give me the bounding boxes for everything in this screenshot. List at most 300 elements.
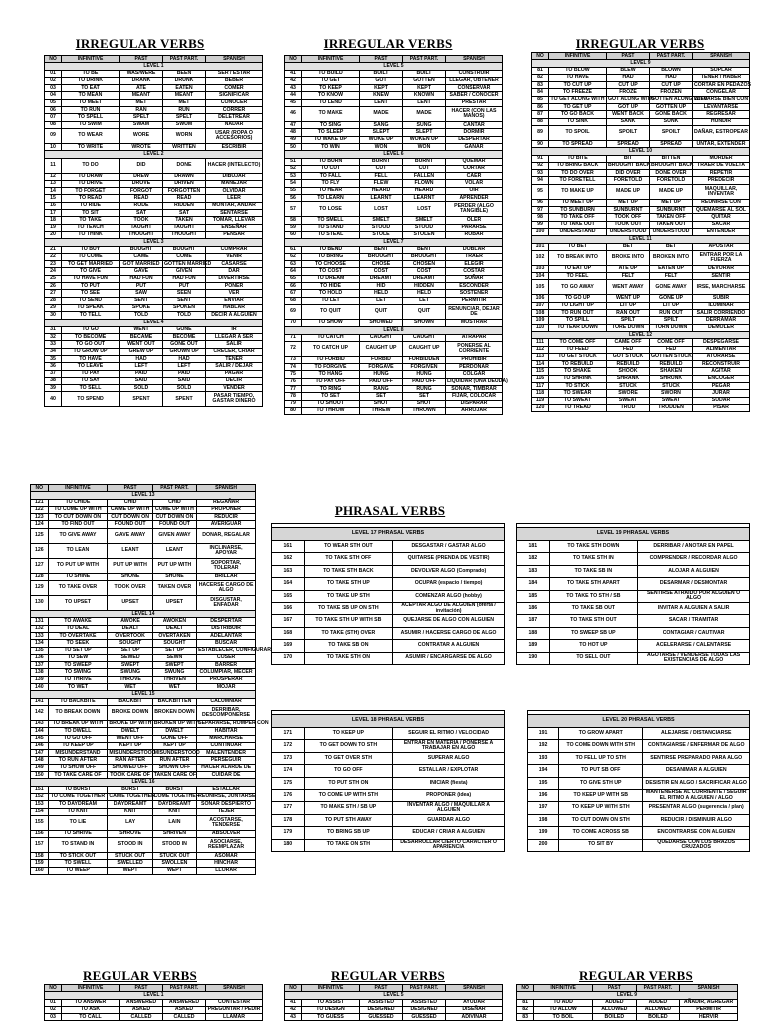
verb-spanish: ENTENDER (693, 228, 750, 235)
verb-row (285, 122, 503, 129)
column-header: NO (45, 985, 62, 992)
verb-spanish: SALIR CORRIENDO (693, 310, 750, 317)
verb-spanish: OIR (446, 187, 503, 194)
verb-infinitive: TO KEEP (302, 85, 360, 92)
verb-past-participle: SPELT (163, 114, 206, 121)
phrasal-verb: TO TAKE STH APART (549, 578, 638, 590)
verb-past-participle: LET (403, 297, 446, 304)
regular-verbs-title-2: REGULAR VERBS (331, 968, 445, 983)
verb-row (45, 114, 263, 121)
verb-spanish: ESTABLECER, CONFIGURAR (198, 647, 271, 654)
verb-infinitive: TO PAY (62, 370, 120, 377)
verb-spanish: AVERIGUAR (197, 521, 256, 528)
column-header: SPANISH (446, 985, 503, 992)
phrasal-verb-row (528, 728, 750, 740)
column-header: PAST (607, 53, 650, 60)
verb-row (285, 180, 503, 187)
verb-number: 02 (45, 77, 62, 84)
verb-number: 74 (285, 364, 302, 371)
verb-past: ASKED (120, 1006, 163, 1013)
verb-past-participle: SAT (163, 210, 206, 217)
column-header: PAST PART. (650, 53, 693, 60)
verb-spanish: MARCHARSE (197, 735, 256, 742)
verb-spanish: DIVERTIRSE (206, 275, 263, 282)
verb-infinitive: TO PUT UP WITH (48, 558, 108, 573)
verb-past: RODE (120, 202, 163, 209)
level-row (45, 992, 263, 999)
phrasal-verb-row (272, 615, 505, 627)
verb-row (532, 265, 750, 272)
verb-past: SPOKE (120, 304, 163, 311)
verb-number: 119 (532, 397, 549, 404)
verb-past-participle: SHAKEN (650, 368, 693, 375)
verb-number: 71 (285, 334, 302, 341)
verb-past: UNDERSTOOD (607, 228, 650, 235)
phrasal-meaning: ENCONTRARSE CON ALGUIEN (643, 827, 750, 839)
verb-infinitive: TO BACKBITE (48, 698, 108, 705)
verb-past-participle: BROKEN DOWN (152, 705, 196, 720)
phrasal-verb: TO TAKE STH UP (304, 578, 393, 590)
verb-infinitive: TO TAKE CARE OF (48, 772, 108, 779)
phrasal-meaning: ALEJARSE / DISTANCIARSE (643, 728, 750, 740)
phrasal-number: 168 (272, 627, 305, 639)
verb-row (45, 363, 263, 370)
verb-number: 42 (285, 1006, 302, 1013)
verb-infinitive: TO FLY (302, 180, 360, 187)
verb-row (532, 324, 750, 331)
verb-infinitive: TO GROW UP (62, 348, 120, 355)
verb-past: CAUGHT (360, 334, 403, 341)
verb-row (285, 136, 503, 143)
verb-row (285, 217, 503, 224)
verb-past-participle: SPOILT (650, 125, 693, 140)
verb-past: CAME TOGETHER (109, 793, 155, 800)
verb-infinitive: TO SEW (48, 654, 108, 661)
verb-number: 100 (532, 228, 549, 235)
verb-number: 41 (285, 70, 302, 77)
verb-infinitive: TO BREAK UP WITH (48, 720, 108, 727)
phrasal-meaning: GUARDAR ALGO (393, 814, 505, 826)
verb-past: THREW (360, 407, 403, 414)
verb-spanish: NADAR (206, 121, 263, 128)
verb-spanish: HACER (INTELECTO) (206, 158, 263, 173)
verb-row (285, 92, 503, 99)
verb-number: 82 (517, 1006, 534, 1013)
verb-past: SOUGHT (108, 640, 152, 647)
verb-past-participle: BET (650, 243, 693, 250)
verb-past: GOT MARRIED (120, 261, 163, 268)
verb-infinitive: TO SWELL (48, 860, 108, 867)
phrasal-verb: TO TAKE STH OUT (549, 615, 638, 627)
column-header: INFINITIVE (48, 485, 108, 492)
phrasal-number: 196 (528, 789, 559, 801)
verb-past-participle: LEANT (152, 543, 196, 558)
verb-spanish: SOPLAR (693, 67, 750, 74)
verb-spanish: ASOMAR (197, 853, 256, 860)
verb-row (285, 385, 503, 392)
verb-number: 97 (532, 207, 549, 214)
verb-past: TOLD (120, 312, 163, 319)
verb-past-participle: MISUNDERSTOOD (153, 749, 200, 756)
verb-row (45, 297, 263, 304)
level-row (285, 239, 503, 246)
verb-past-participle: COME OFF (650, 339, 693, 346)
verb-past-participle: GOTTEN MARRIED (164, 260, 212, 267)
phrasal-verb-row (272, 652, 505, 664)
verb-infinitive: TO HAVE (62, 355, 120, 362)
verb-infinitive: TO RUN (62, 107, 120, 114)
verb-past: ANSWERED (120, 999, 163, 1006)
verb-infinitive: TO GO OUT (62, 341, 120, 348)
verb-row (285, 107, 503, 122)
verb-row (532, 295, 750, 302)
verb-infinitive: TO DREAM (302, 275, 360, 282)
verb-row (285, 99, 503, 106)
verb-row (285, 407, 503, 414)
verb-infinitive: TO WET (48, 684, 108, 691)
verb-spanish: PASAR TIEMPO, GASTAR DINERO (206, 392, 263, 407)
level-label: LEVEL 5 (285, 63, 503, 70)
verb-number: 59 (285, 224, 302, 231)
verb-number: 14 (45, 188, 62, 195)
verb-past-participle: SUNBURNT (650, 207, 693, 214)
verb-number: 123 (31, 514, 49, 521)
phrasal-verb-row (272, 640, 505, 652)
verb-past: DEALT (108, 625, 152, 632)
verb-past-participle: LIT UP (650, 302, 693, 309)
verb-infinitive: TO WIN (302, 143, 360, 150)
verb-spanish: UNTAR, EXTENDER (693, 140, 750, 147)
verb-spanish: ESTALLAR (197, 786, 256, 793)
verb-past: WENT BACK (607, 111, 650, 118)
column-header: SPANISH (693, 53, 750, 60)
verb-past-participle: SPREAD (650, 140, 693, 147)
verb-spanish: ILUMINAR (693, 302, 750, 309)
verb-row (45, 92, 263, 99)
verb-spanish: PENSAR (206, 231, 263, 238)
verb-row (31, 596, 256, 611)
verb-infinitive: TO SEND (62, 297, 120, 304)
phrasal-verb: TO KEEP UP (304, 728, 393, 740)
column-header: NO (285, 56, 302, 63)
verb-number: 79 (285, 400, 302, 407)
verb-spanish: LEVANTARSE (693, 104, 750, 111)
verb-past-participle: GIVEN (163, 268, 206, 275)
verb-number: 140 (31, 684, 49, 691)
verb-number: 35 (45, 355, 62, 362)
verb-infinitive: TO BUILD (302, 70, 360, 77)
verb-row (45, 268, 263, 275)
phrasal-number: 170 (272, 652, 305, 664)
verb-spanish: RECONSTRUIR (693, 361, 750, 368)
verb-infinitive: TO SHAKE (549, 368, 607, 375)
verb-past: SANG (360, 122, 403, 129)
verb-spanish: VER (206, 290, 263, 297)
verb-row (45, 334, 263, 341)
phrasal-number: 167 (272, 615, 305, 627)
phrasal-verbs-title: PHRASAL VERBS (334, 503, 446, 518)
verb-past-participle: TAKEN OUT (650, 221, 693, 228)
verb-row (31, 853, 256, 860)
verb-infinitive: TO DAYDREAM (48, 801, 108, 808)
verb-spanish: DECIR (206, 377, 263, 384)
verb-infinitive: TO HEAR (302, 187, 360, 194)
verb-past: KEPT (360, 85, 403, 92)
verb-past-participle: ASSISTED (403, 999, 446, 1006)
verb-past-participle: DESIGNED (403, 1006, 446, 1013)
verb-infinitive: TO SPREAD (549, 140, 607, 147)
verb-past: WORE (120, 128, 163, 143)
verb-past-participle: FOUND OUT (152, 521, 196, 528)
verb-spanish: ELEGIR (446, 261, 503, 268)
verb-number: 128 (31, 573, 49, 580)
column-header: NO (31, 485, 49, 492)
verb-number: 151 (31, 786, 49, 793)
verb-past: SWEPT (108, 662, 152, 669)
verb-spanish: SOÑAR DESPIERTO (197, 801, 256, 808)
verb-past-participle: EATEN (163, 85, 206, 92)
verb-past-participle: SENT (163, 297, 206, 304)
phrasal-meaning: ALOJAR A ALGUIEN (638, 565, 750, 577)
verb-infinitive: TO LET (302, 297, 360, 304)
verb-row (532, 302, 750, 309)
phrasal-verb-row (517, 578, 750, 590)
verb-number: 62 (285, 253, 302, 260)
verb-past: GREW UP (120, 348, 163, 355)
verb-row (45, 348, 263, 355)
phrasal-level-header (272, 528, 505, 541)
column-header: SPANISH (680, 985, 738, 992)
verb-spanish: COSTAR (446, 268, 503, 275)
verb-past: GOT STUCK (607, 353, 650, 360)
phrasal-number: 161 (272, 541, 305, 553)
verb-number: 18 (45, 217, 62, 224)
verb-number: 83 (532, 82, 549, 89)
irregular-verbs-title-1: IRREGULAR VERBS (75, 36, 205, 51)
verb-row (31, 640, 256, 647)
verb-number: 153 (31, 801, 49, 808)
verb-past: THROVE (108, 676, 152, 683)
verb-spanish: CORTAR (446, 165, 503, 172)
verb-past-participle: SLEPT (403, 129, 446, 136)
verb-past-participle: CHOSEN (403, 261, 446, 268)
verb-spanish: SER / ESTAR (206, 70, 263, 77)
phrasal-verb-row (517, 553, 750, 565)
phrasal-verb: TO MAKE STH / SB UP (304, 802, 393, 814)
verb-infinitive: TO TEAR DOWN (549, 324, 607, 331)
verb-infinitive: TO EAT (62, 85, 120, 92)
verb-row (45, 70, 263, 77)
verb-spanish: IRSE, MARCHARSE (693, 280, 750, 295)
phrasal-verb: TO TAKE UP STH (304, 590, 393, 602)
verb-spanish: HACERSE CARGO DE ALGO (197, 581, 256, 596)
verb-spanish: DISTRIBUIR (197, 625, 256, 632)
verb-infinitive: TO CATCH UP (302, 341, 360, 356)
verb-number: 13 (45, 180, 62, 187)
verb-past: TOOK OUT (607, 221, 650, 228)
verb-number: 121 (31, 499, 49, 506)
phrasal-verb: TO TAKE SB IN (549, 565, 638, 577)
verb-infinitive: TO TAKE (62, 217, 120, 224)
verb-past: LENT (360, 99, 403, 106)
phrasal-verb-row (272, 802, 505, 814)
verb-infinitive: TO BRING BACK (549, 162, 607, 169)
verb-infinitive: TO ADD (534, 999, 593, 1006)
verb-number: 29 (45, 304, 62, 311)
verb-row (532, 317, 750, 324)
verb-spanish: OLER (446, 217, 503, 224)
verb-infinitive: TO ANSWER (62, 999, 120, 1006)
phrasal-number: 179 (272, 827, 305, 839)
verb-spanish: COLUMPIAR, MECER (197, 669, 256, 676)
verb-number: 58 (285, 217, 302, 224)
verb-past: HAD (607, 74, 650, 81)
verb-infinitive: TO LEARN (302, 195, 360, 202)
verb-spanish: TRAER DE VUELTA (693, 162, 750, 169)
verb-number: 155 (31, 815, 49, 830)
phrasal-number: 173 (272, 752, 305, 764)
phrasal-verb: TO TAKE SB UP ON STH (304, 602, 393, 614)
verb-past-participle: TAKEN (163, 217, 206, 224)
verb-spanish: DOBLAR (446, 246, 503, 253)
verb-past: LEARNT (360, 195, 403, 202)
verb-infinitive: TO BOIL (534, 1014, 593, 1021)
column-header: PAST (108, 485, 152, 492)
phrasal-meaning: INVENTAR ALGO / MAQUILLAR A ALGUIEN (393, 802, 505, 814)
level-row (45, 151, 263, 158)
verb-spanish: ARROJAR (446, 407, 503, 414)
verb-row (31, 830, 256, 837)
phrasal-verb-row (528, 765, 750, 777)
verb-row (532, 228, 750, 235)
column-header: SPANISH (206, 985, 263, 992)
verb-row (45, 246, 263, 253)
verb-number: 91 (532, 155, 549, 162)
verb-number: 160 (31, 867, 49, 874)
verb-spanish: REUNIRSE, JUNTARSE (198, 793, 256, 800)
verb-past: WAS/WERE (120, 70, 163, 77)
verb-past-participle: KEPT UP (152, 742, 196, 749)
verb-past-participle: BOILED (636, 1014, 680, 1021)
verb-infinitive: TO BEND (302, 246, 360, 253)
irregular-verbs-title-3: IRREGULAR VERBS (575, 36, 705, 51)
verb-spanish: CANTAR (446, 122, 503, 129)
verb-spanish: DESPERTAR (197, 618, 256, 625)
verb-spanish: HABLAR (206, 304, 263, 311)
verb-row (31, 860, 256, 867)
verb-past-participle: GOTTEN (403, 77, 446, 84)
verb-number: 51 (285, 158, 302, 165)
verb-row (285, 143, 503, 150)
verb-infinitive: TO BITE (549, 155, 607, 162)
verb-infinitive: TO HOLD (302, 290, 360, 297)
phrasal-verb: TO GET OVER STH (304, 752, 393, 764)
verb-spanish: LLEVARSE BIEN CON (694, 96, 749, 103)
phrasal-meaning: ASUMIR / ENCARGARSE DE ALGO (393, 652, 505, 664)
verb-number: 82 (532, 74, 549, 81)
verb-row (532, 346, 750, 353)
phrasal-verb: TO TAKE STH DOWN (549, 541, 638, 553)
verb-number: 56 (285, 195, 302, 202)
verb-number: 99 (532, 221, 549, 228)
verb-infinitive: TO TAKE OUT (549, 221, 607, 228)
phrasal-meaning: PROPONER (idea) (393, 789, 505, 801)
verb-number: 126 (31, 543, 49, 558)
verb-row (532, 221, 750, 228)
verb-past: AWOKE (108, 618, 152, 625)
regular-verbs-table-1 (44, 984, 263, 1021)
verb-number: 78 (285, 393, 302, 400)
phrasal-verb-row (272, 814, 505, 826)
phrasal-verb-row (517, 565, 750, 577)
verb-past: BLEW (607, 67, 650, 74)
verb-spanish: CONTESTAR (206, 999, 263, 1006)
verb-infinitive: TO CALL (62, 1014, 120, 1021)
verb-row (45, 283, 263, 290)
verb-spanish: AGITAR (693, 368, 750, 375)
verb-row (517, 999, 738, 1006)
verb-number: 39 (45, 385, 62, 392)
phrasal-number: 162 (272, 553, 305, 565)
verb-row (285, 356, 503, 363)
column-header: PAST PART. (403, 985, 446, 992)
verb-past-participle: TAKEN OFF (650, 214, 693, 221)
verb-spanish: SABER / CONOCER (446, 92, 503, 99)
verb-past-participle: GONE BACK (650, 111, 693, 118)
verb-spanish: HUNDIR (693, 118, 750, 125)
verb-number: 142 (31, 705, 49, 720)
verb-infinitive: UNDERSTAND (549, 228, 607, 235)
verb-row (31, 705, 256, 720)
verb-number: 114 (532, 361, 549, 368)
verb-number: 96 (532, 199, 549, 206)
verb-row (31, 669, 256, 676)
verb-past-participle: MET UP (650, 199, 693, 206)
verb-spanish: PREDECIR (693, 177, 750, 184)
verb-spanish: MOSTRAR (446, 319, 503, 326)
phrasal-verb-row (272, 740, 505, 752)
verb-past: CUT DOWN ON (108, 514, 152, 521)
verb-number: 139 (31, 676, 49, 683)
verb-row (45, 370, 263, 377)
verb-infinitive: TO DESIGN (302, 1006, 360, 1013)
verb-number: 141 (31, 698, 49, 705)
verb-infinitive: TO HIDE (302, 283, 360, 290)
verb-past-participle: GONE OUT (163, 341, 206, 348)
phrasal-verb: TO TAKE STH OFF (304, 553, 393, 565)
verb-spanish: JURAR (693, 390, 750, 397)
verb-past-participle: BITTEN (650, 155, 693, 162)
verb-number: 129 (31, 581, 49, 596)
verb-number: 12 (45, 173, 62, 180)
verb-infinitive: TO ASK (62, 1006, 120, 1013)
verb-infinitive: TO KNIT (48, 808, 108, 815)
table-header-row (31, 485, 256, 492)
verb-number: 156 (31, 830, 49, 837)
phrasal-level-header (272, 715, 505, 728)
verb-infinitive: TO DWELL (48, 728, 108, 735)
table-header-row (285, 56, 503, 63)
verb-past-participle: SHONE (152, 573, 196, 580)
verb-past-participle: HEARD (403, 187, 446, 194)
verb-row (31, 801, 256, 808)
verb-infinitive: TO SAY (62, 377, 120, 384)
phrasal-meaning: CONTRATAR A ALGUIEN (393, 640, 505, 652)
verb-past-participle: GONE AWAY (650, 280, 693, 295)
phrasal-verb-row (272, 627, 505, 639)
verb-past: MADE UP (607, 184, 650, 199)
verb-infinitive: TO FIND OUT (48, 521, 108, 528)
